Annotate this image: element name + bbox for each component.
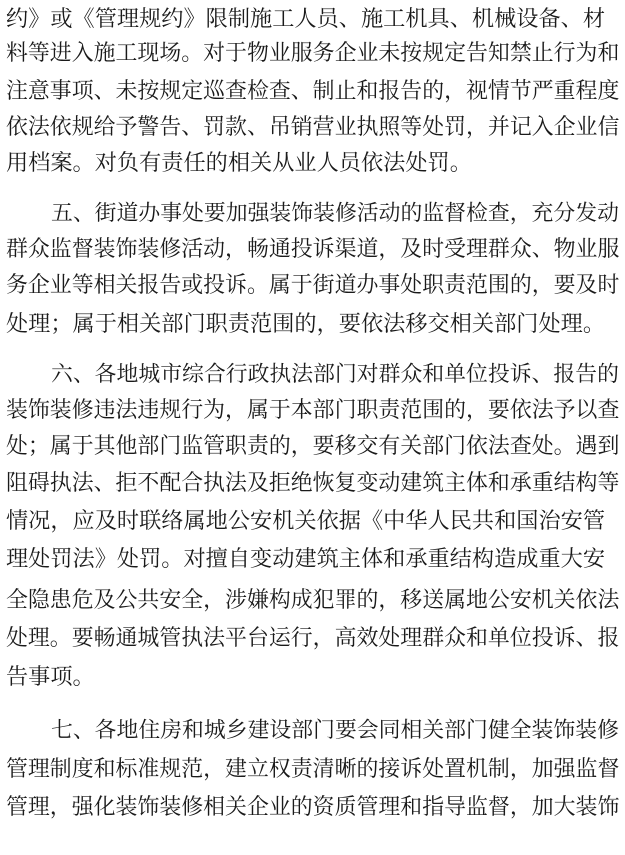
text-line: 依法依规给予警告、罚款、吊销营业执照等处罚，并记入企业信 <box>6 115 620 140</box>
text-line: 情况，应及时联络属地公安机关依据《中华人民共和国治安管 <box>6 508 606 534</box>
text-line: 全隐患危及公共安全，涉嫌构成犯罪的，移送属地公安机关依法 <box>6 588 620 613</box>
text-line: 处理；属于相关部门职责范围的，要依法移交相关部门处理。 <box>6 311 606 337</box>
paragraph-start-five: 五、街道办事处要加强装饰装修活动的监督检查，充分发动 <box>51 201 619 226</box>
text-line: 管理，强化装饰装修相关企业的资质管理和指导监督，加大装饰 <box>6 795 620 820</box>
text-line: 用档案。对负有责任的相关从业人员依法处罚。 <box>6 150 472 176</box>
text-line: 阻碍执法、拒不配合执法及拒绝恢复变动建筑主体和承重结构等 <box>6 471 620 496</box>
text-line: 处；属于其他部门监管职责的，要移交有关部门依法查处。遇到 <box>6 434 620 459</box>
text-line: 处理。要畅通城管执法平台运行，高效处理群众和单位投诉、报 <box>6 626 620 651</box>
text-line: 管理制度和标准规范，建立权责清晰的接诉处置机制，加强监督 <box>6 757 620 782</box>
text-line: 理处罚法》处罚。对擅自变动建筑主体和承重结构造成重大安 <box>6 546 606 572</box>
text-line: 告事项。 <box>6 664 95 690</box>
text-line: 群众监督装饰装修活动，畅通投诉渠道，及时受理群众、物业服 <box>6 237 620 262</box>
text-line: 装饰装修违法违规行为，属于本部门职责范围的，要依法予以查 <box>6 398 620 423</box>
text-line: 务企业等相关报告或投诉。属于街道办事处职责范围的，要及时 <box>6 273 620 298</box>
text-line: 料等进入施工现场。对于物业服务企业未按规定告知禁止行为和 <box>6 41 620 66</box>
text-line: 注意事项、未按规定巡查检查、制止和报告的，视情节严重程度 <box>6 79 620 104</box>
text-line: 约》或《管理规约》限制施工人员、施工机具、机械设备、材 <box>6 6 606 32</box>
paragraph-start-seven: 七、各地住房和城乡建设部门要会同相关部门健全装饰装修 <box>51 718 619 743</box>
paragraph-start-six: 六、各地城市综合行政执法部门对群众和单位投诉、报告的 <box>51 362 619 387</box>
